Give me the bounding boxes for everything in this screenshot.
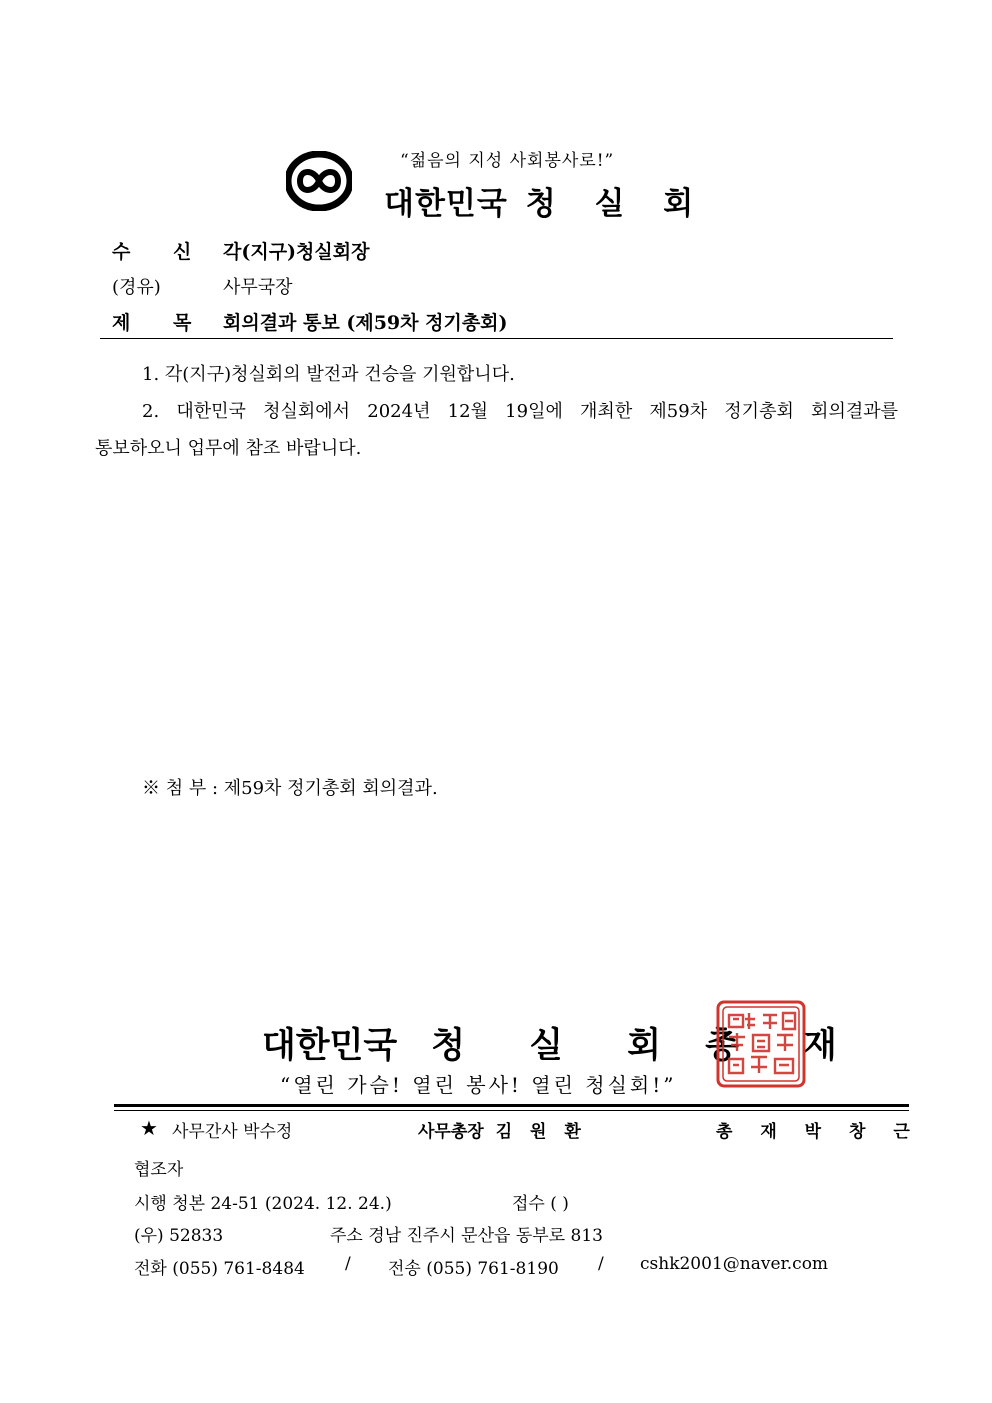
cooperator-label: 협조자	[134, 1160, 184, 1180]
header-slogan: “젊음의 지성 사회봉사로!”	[400, 151, 615, 171]
attachment-note: ※ 첨 부 : 제59차 정기총회 회의결과.	[142, 778, 438, 799]
paragraph-2-line-1: 2. 대한민국 청실회에서 2024년 12월 19일에 개최한 제59차 정기총회 회의결과를	[142, 401, 898, 422]
address: 주소 경남 진주시 문산읍 동부로 813	[330, 1226, 603, 1246]
footer-divider-thick	[114, 1104, 909, 1107]
footer-slogan: “열린 가슴! 열린 봉사! 열린 청실회!”	[280, 1073, 677, 1097]
recipient-label: 수 신	[112, 241, 210, 263]
staff-signature: 사무간사 박수정	[172, 1122, 293, 1142]
organization-title	[384, 178, 707, 223]
via-label: (경유)	[112, 277, 161, 298]
official-seal-icon	[715, 999, 807, 1089]
secretary-general-title: 사무총장	[418, 1122, 484, 1142]
subject-value: 회의결과 통보 (제59차 정기총회)	[223, 312, 508, 334]
postal-code: (우) 52833	[134, 1226, 224, 1246]
star-icon: ★	[140, 1116, 158, 1140]
footer-title-cheongsil: 청 실 회	[431, 1025, 688, 1066]
org-name-korea: 대한민국	[384, 186, 508, 222]
infinity-logo-icon	[286, 151, 352, 211]
president-signature: 총 재 박 창 근	[716, 1122, 921, 1142]
fax: 전송 (055) 761-8190	[388, 1259, 559, 1279]
secretary-general-name: 김 원 환	[495, 1122, 587, 1142]
execution-info: 시행 청본 24-51 (2024. 12. 24.)	[134, 1194, 392, 1214]
separator-2: /	[598, 1254, 604, 1274]
secretary-general-signature	[418, 1117, 587, 1142]
telephone: 전화 (055) 761-8484	[134, 1259, 305, 1279]
recipient-value: 각(지구)청실회장	[223, 241, 370, 263]
via-value: 사무국장	[223, 277, 293, 298]
footer-divider-thin	[114, 1110, 909, 1111]
receipt-info: 접수 ( )	[512, 1194, 569, 1214]
footer-title-president: 총 재	[705, 1025, 863, 1066]
paragraph-1: 1. 각(지구)청실회의 발전과 건승을 기원합니다.	[142, 364, 515, 385]
org-name-cheongsil: 청 실 회	[525, 186, 708, 222]
paragraph-2-line-2: 통보하오니 업무에 참조 바랍니다.	[95, 438, 362, 459]
separator-1: /	[345, 1254, 351, 1274]
email-link[interactable]: cshk2001@naver.com	[640, 1254, 829, 1274]
footer-title-korea: 대한민국	[262, 1025, 398, 1066]
subject-label: 제 목	[112, 312, 210, 334]
header-divider	[100, 338, 893, 339]
